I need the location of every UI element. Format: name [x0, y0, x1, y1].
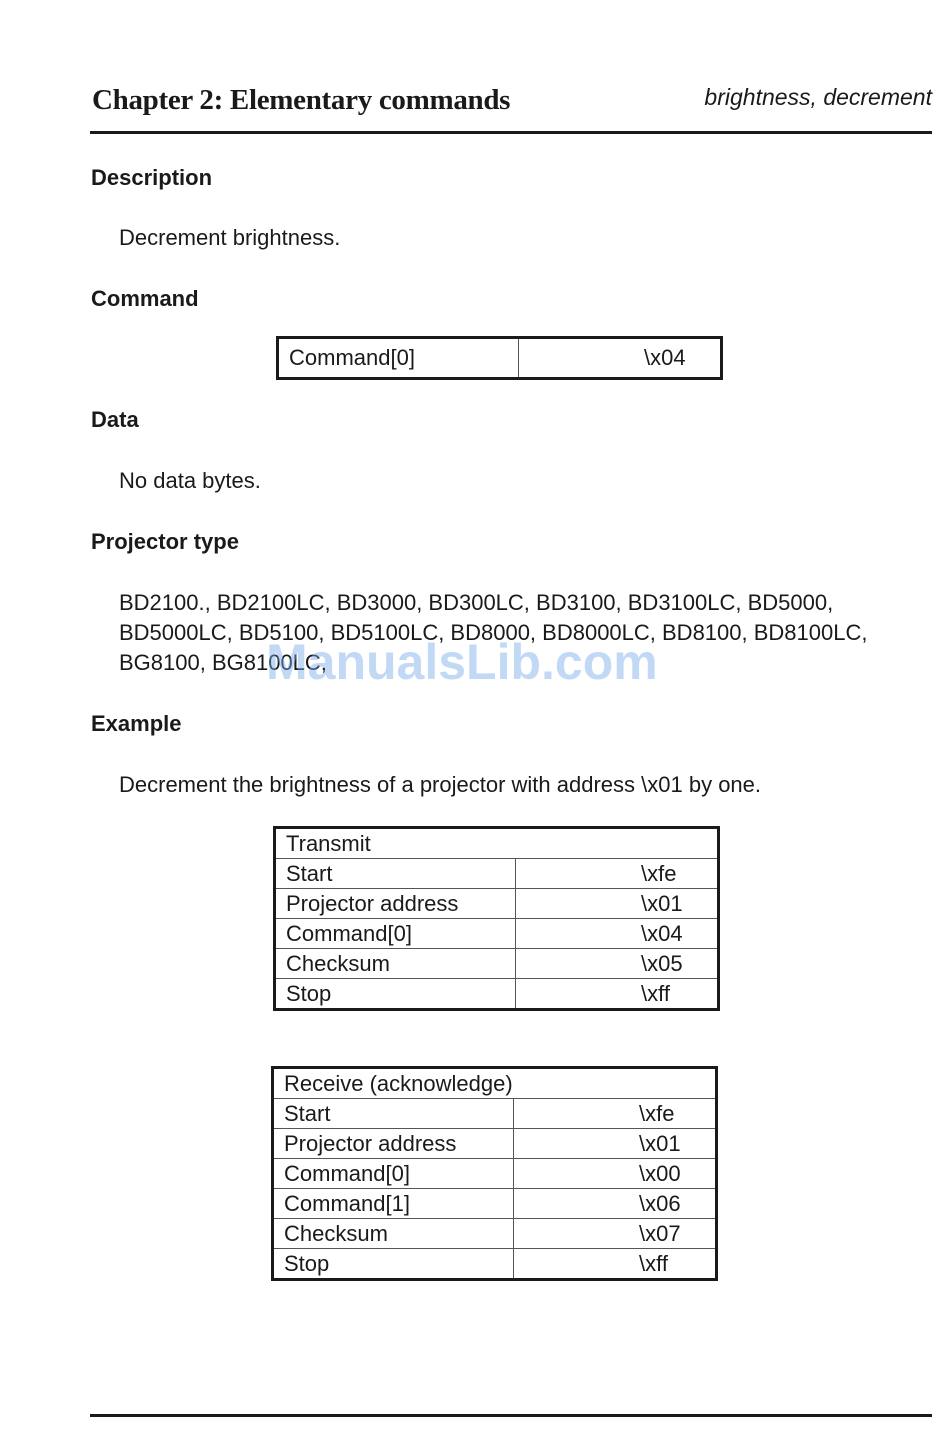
projector-type-line: BD5000LC, BD5100, BD5100LC, BD8000, BD8000LC, BD8100, BD8100LC, — [119, 620, 868, 645]
footer-rule — [90, 1414, 932, 1417]
projector-type-heading: Projector type — [91, 529, 239, 554]
row-value: \xff — [514, 1249, 717, 1280]
table-row — [273, 1129, 717, 1159]
projector-type-list — [119, 588, 934, 678]
command-table — [276, 336, 723, 380]
projector-type-line: BD2100., BD2100LC, BD3000, BD300LC, BD3100, BD3100LC, BD5000, — [119, 590, 834, 615]
watermark-logo: ManualsLib.com — [266, 634, 658, 690]
table-row — [278, 338, 722, 379]
row-value: \xfe — [516, 859, 719, 889]
chapter-title: Chapter 2: Elementary commands — [92, 84, 511, 116]
row-value: \x05 — [516, 949, 719, 979]
table-caption-row — [275, 828, 719, 859]
row-value: \x04 — [519, 338, 722, 379]
row-value: \x01 — [516, 889, 719, 919]
receive-caption: Receive (acknowledge) — [284, 1071, 513, 1096]
receive-table — [271, 1066, 718, 1281]
row-label: Start — [275, 859, 516, 889]
data-text: No data bytes. — [119, 468, 261, 493]
row-label: Command[1] — [273, 1189, 514, 1219]
table-row — [275, 889, 719, 919]
row-value: \x07 — [514, 1219, 717, 1249]
projector-type-line: BG8100, BG8100LC, — [119, 650, 327, 675]
data-heading: Data — [91, 407, 139, 432]
row-label: Checksum — [275, 949, 516, 979]
example-heading: Example — [91, 711, 182, 736]
table-row — [273, 1249, 717, 1280]
table-row — [275, 979, 719, 1010]
table-row — [275, 949, 719, 979]
row-value: \xff — [516, 979, 719, 1010]
row-label: Stop — [273, 1249, 514, 1280]
row-value: \x04 — [516, 919, 719, 949]
header-rule — [90, 131, 932, 134]
row-label: Command[0] — [275, 919, 516, 949]
row-label: Projector address — [273, 1129, 514, 1159]
example-text: Decrement the brightness of a projector with address \x01 by one. — [119, 772, 762, 797]
table-caption-row — [273, 1068, 717, 1099]
row-label: Checksum — [273, 1219, 514, 1249]
table-row — [273, 1189, 717, 1219]
row-label: Command[0] — [273, 1159, 514, 1189]
table-row — [273, 1219, 717, 1249]
row-label: Command[0] — [289, 345, 415, 370]
transmit-caption: Transmit — [286, 831, 371, 856]
transmit-table — [273, 826, 720, 1011]
table-row — [273, 1159, 717, 1189]
row-value: \xfe — [514, 1099, 717, 1129]
row-label: Stop — [275, 979, 516, 1010]
description-heading: Description — [91, 165, 213, 190]
row-value: \x01 — [514, 1129, 717, 1159]
table-row — [275, 859, 719, 889]
description-text: Decrement brightness. — [119, 225, 341, 250]
row-label: Start — [273, 1099, 514, 1129]
row-value: \x00 — [514, 1159, 717, 1189]
command-heading: Command — [91, 286, 199, 311]
table-row — [273, 1099, 717, 1129]
row-label: Projector address — [275, 889, 516, 919]
table-row — [275, 919, 719, 949]
topic-label: brightness, decrement — [704, 84, 932, 110]
row-value: \x06 — [514, 1189, 717, 1219]
